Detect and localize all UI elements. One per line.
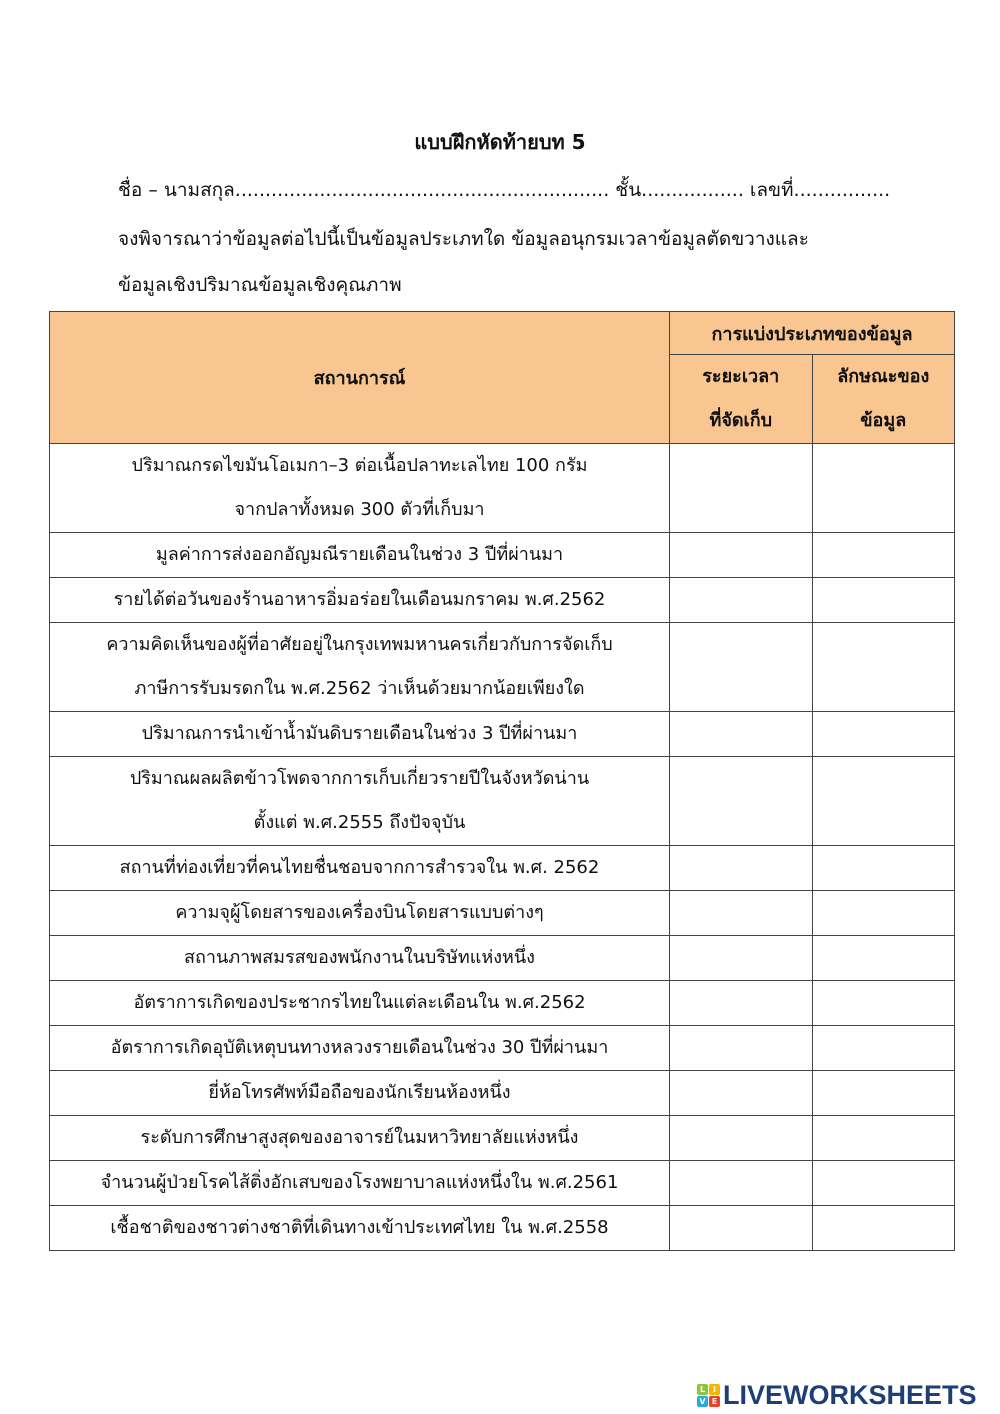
answer-characteristic-cell[interactable]: [812, 444, 955, 533]
answer-characteristic-cell[interactable]: [812, 578, 955, 623]
table-row: [50, 1206, 955, 1251]
badge-letter: I: [709, 1384, 720, 1395]
table-row: [50, 578, 955, 623]
answer-time-period-cell[interactable]: [670, 1071, 813, 1116]
table-row: [50, 757, 955, 846]
answer-time-period-cell[interactable]: [670, 1161, 813, 1206]
instruction-line-1: จงพิจารณาว่าข้อมูลต่อไปนี้เป็นข้อมูลประเภทใด ข้อมูลอนุกรมเวลาข้อมูลตัดขวางและ: [118, 228, 809, 250]
situation-text: ยี่ห้อโทรศัพท์มือถือของนักเรียนห้องหนึ่ง: [208, 1082, 511, 1103]
situation-text: สถานที่ท่องเที่ยวที่คนไทยชื่นชอบจากการสำรวจใน พ.ศ. 2562: [119, 857, 600, 878]
answer-time-period-cell[interactable]: [670, 846, 813, 891]
situation-text: ภาษีการรับมรดกใน พ.ศ.2562 ว่าเห็นด้วยมากน้อยเพียงใด: [134, 678, 585, 699]
situation-cell: [50, 1116, 670, 1161]
answer-characteristic-cell[interactable]: [812, 981, 955, 1026]
table-row: [50, 623, 955, 712]
classification-table: [49, 311, 955, 1251]
situation-cell: [50, 1206, 670, 1251]
situation-cell: [50, 1026, 670, 1071]
situation-text: อัตราการเกิดอุบัติเหตุบนทางหลวงรายเดือนในช่วง 30 ปีที่ผ่านมา: [110, 1037, 609, 1058]
table-row: [50, 936, 955, 981]
answer-time-period-cell[interactable]: [670, 1206, 813, 1251]
table-row: [50, 1161, 955, 1206]
table-row: [50, 444, 955, 533]
situation-cell: [50, 981, 670, 1026]
answer-characteristic-cell[interactable]: [812, 1071, 955, 1116]
situation-text: ระดับการศึกษาสูงสุดของอาจารย์ในมหาวิทยาลัยแห่งหนึ่ง: [140, 1127, 579, 1148]
header-text: ระยะเวลา: [702, 366, 780, 387]
answer-time-period-cell[interactable]: [670, 891, 813, 936]
answer-characteristic-cell[interactable]: [812, 712, 955, 757]
situation-cell: [50, 533, 670, 578]
answer-time-period-cell[interactable]: [670, 981, 813, 1026]
badge-letter: V: [697, 1396, 708, 1407]
answer-time-period-cell[interactable]: [670, 578, 813, 623]
name-class-number-line: ชื่อ – นามสกุล.............................................................. ชั้น................. เลขที่................: [118, 179, 891, 201]
answer-characteristic-cell[interactable]: [812, 757, 955, 846]
answer-time-period-cell[interactable]: [670, 1116, 813, 1161]
answer-time-period-cell[interactable]: [670, 1026, 813, 1071]
table-row: [50, 846, 955, 891]
worksheet-title: แบบฝึกหัดท้ายบท 5: [414, 130, 586, 154]
situation-cell: [50, 1161, 670, 1206]
answer-time-period-cell[interactable]: [670, 533, 813, 578]
situation-text: ตั้งแต่ พ.ศ.2555 ถึงปัจจุบัน: [253, 812, 466, 833]
situation-text: ความคิดเห็นของผู้ที่อาศัยอยู่ในกรุงเทพมหานครเกี่ยวกับการจัดเก็บ: [106, 634, 613, 655]
situation-text: จำนวนผู้ป่วยโรคไส้ติ่งอักเสบของโรงพยาบาลแห่งหนึ่งใน พ.ศ.2561: [100, 1172, 619, 1193]
situation-text: ปริมาณการนำเข้าน้ำมันดิบรายเดือนในช่วง 3 ปีที่ผ่านมา: [141, 723, 578, 744]
header-text: ลักษณะของ: [837, 366, 930, 387]
situation-cell: [50, 936, 670, 981]
situation-cell: [50, 712, 670, 757]
answer-characteristic-cell[interactable]: [812, 1116, 955, 1161]
header-classification: การแบ่งประเภทของข้อมูล: [670, 312, 955, 355]
situation-cell: [50, 891, 670, 936]
instruction-line-2: ข้อมูลเชิงปริมาณข้อมูลเชิงคุณภาพ: [118, 274, 402, 296]
header-text: ที่จัดเก็บ: [709, 410, 773, 431]
answer-time-period-cell[interactable]: [670, 444, 813, 533]
table-row: [50, 891, 955, 936]
answer-characteristic-cell[interactable]: [812, 1161, 955, 1206]
situation-text: รายได้ต่อวันของร้านอาหารอิ่มอร่อยในเดือนมกราคม พ.ศ.2562: [113, 589, 606, 610]
answer-characteristic-cell[interactable]: [812, 533, 955, 578]
situation-cell: [50, 623, 670, 712]
liveworksheets-logo: [697, 1380, 977, 1411]
table-row: [50, 712, 955, 757]
situation-cell: [50, 846, 670, 891]
table-row: [50, 1116, 955, 1161]
header-text: ข้อมูล: [860, 410, 907, 431]
answer-time-period-cell[interactable]: [670, 623, 813, 712]
live-badge-icon: [697, 1384, 720, 1407]
situation-cell: [50, 757, 670, 846]
table-row: [50, 981, 955, 1026]
answer-characteristic-cell[interactable]: [812, 891, 955, 936]
situation-text: อัตราการเกิดของประชากรไทยในแต่ละเดือนใน พ.ศ.2562: [133, 992, 586, 1013]
answer-time-period-cell[interactable]: [670, 712, 813, 757]
situation-cell: [50, 1071, 670, 1116]
logo-text: LIVEWORKSHEETS: [723, 1380, 977, 1410]
situation-text: ปริมาณผลผลิตข้าวโพดจากการเก็บเกี่ยวรายปีในจังหวัดน่าน: [129, 768, 590, 789]
badge-letter: E: [709, 1396, 720, 1407]
situation-cell: [50, 444, 670, 533]
situation-text: ความจุผู้โดยสารของเครื่องบินโดยสารแบบต่างๆ: [175, 902, 544, 923]
badge-letter: L: [697, 1384, 708, 1395]
answer-characteristic-cell[interactable]: [812, 1206, 955, 1251]
answer-characteristic-cell[interactable]: [812, 846, 955, 891]
table-row: [50, 533, 955, 578]
table-row: [50, 1071, 955, 1116]
situation-text: เชื้อชาติของชาวต่างชาติที่เดินทางเข้าประเทศไทย ใน พ.ศ.2558: [110, 1217, 609, 1238]
situation-text: สถานภาพสมรสของพนักงานในบริษัทแห่งหนึ่ง: [184, 947, 535, 968]
table-row: [50, 1026, 955, 1071]
header-data-characteristic: [812, 355, 955, 444]
answer-characteristic-cell[interactable]: [812, 936, 955, 981]
header-time-period: [670, 355, 813, 444]
situation-text: จากปลาทั้งหมด 300 ตัวที่เก็บมา: [234, 499, 485, 520]
answer-time-period-cell[interactable]: [670, 936, 813, 981]
answer-characteristic-cell[interactable]: [812, 1026, 955, 1071]
answer-time-period-cell[interactable]: [670, 757, 813, 846]
answer-characteristic-cell[interactable]: [812, 623, 955, 712]
situation-text: ปริมาณกรดไขมันโอเมกา–3 ต่อเนื้อปลาทะเลไทย 100 กรัม: [131, 455, 588, 476]
header-situation: สถานการณ์: [50, 312, 670, 444]
situation-cell: [50, 578, 670, 623]
situation-text: มูลค่าการส่งออกอัญมณีรายเดือนในช่วง 3 ปีที่ผ่านมา: [155, 544, 564, 565]
